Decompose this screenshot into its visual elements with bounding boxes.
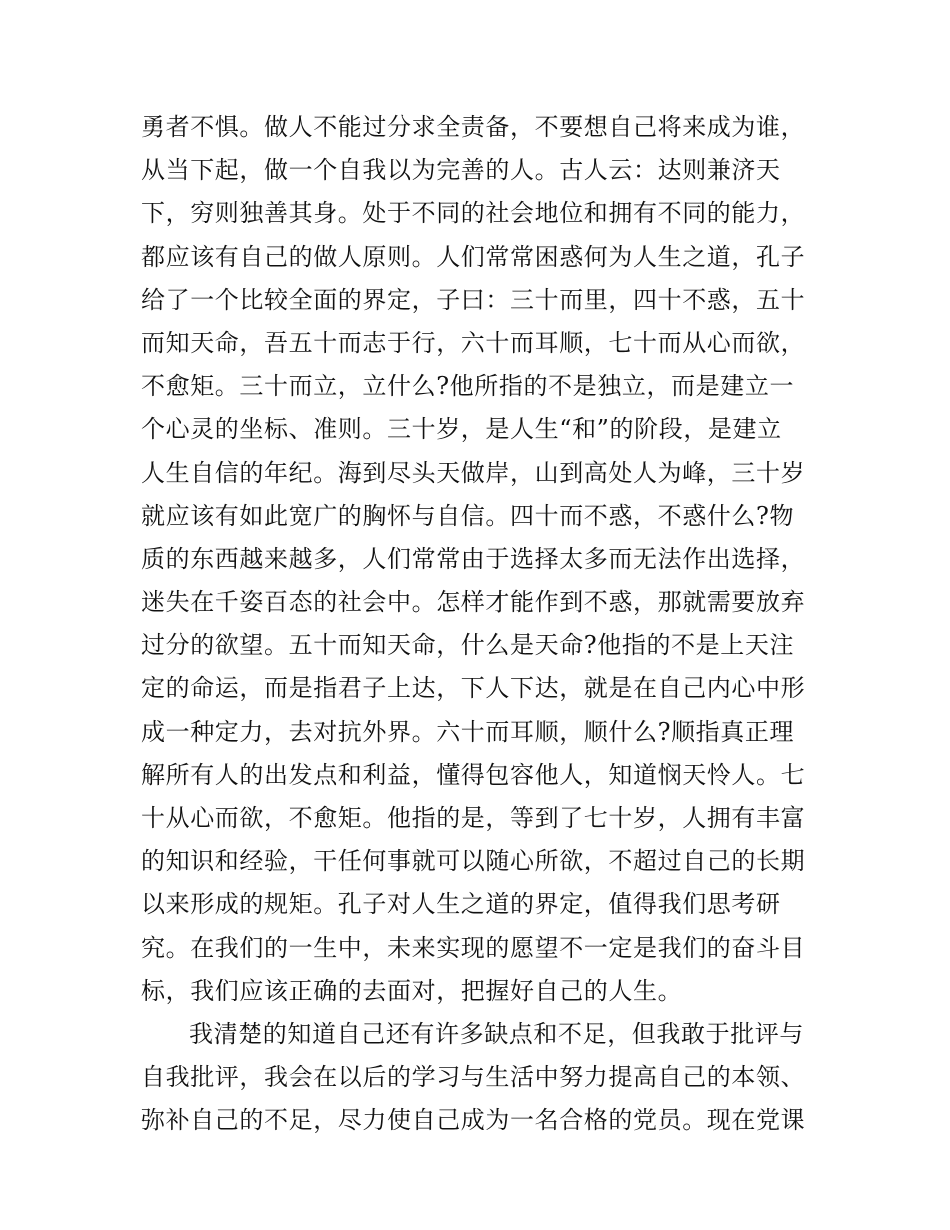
text-line: 就应该有如此宽广的胸怀与自信。四十而不惑，不惑什么?物 [141,501,795,530]
text-line: 十从心而欲，不愈矩。他指的是，等到了七十岁，人拥有丰富 [141,804,806,832]
text-line: 究。在我们的一生中，未来实现的愿望不一定是我们的奋斗目 [141,933,806,962]
text-line: 质的东西越来越多，人们常常由于选择太多而无法作出选择， [141,544,806,573]
paragraph-2 [141,1013,813,1143]
text-line: 以来形成的规矩。孔子对人生之道的界定，值得我们思考研 [141,890,781,919]
text-line: 自我批评，我会在以后的学习与生活中努力提高自己的本领、 [141,1063,806,1092]
text-line: 弥补自己的不足，尽力使自己成为一名合格的党员。现在党课 [141,1106,806,1135]
text-line: 人生自信的年纪。海到尽头天做岸，山到高处人为峰，三十岁 [141,458,806,487]
paragraph-1 [141,106,813,1013]
text-line: 解所有人的出发点和利益，懂得包容他人，知道悯天怜人。七 [141,760,806,789]
text-line: 迷失在千姿百态的社会中。怎样才能作到不惑，那就需要放弃 [141,588,806,617]
text-line: 成一种定力，去对抗外界。六十而耳顺，顺什么?顺指真正理 [141,717,795,746]
document-body [141,106,813,1143]
text-line: 不愈矩。三十而立，立什么?他所指的不是独立，而是建立一 [141,372,795,401]
text-line: 从当下起，做一个自我以为完善的人。古人云：达则兼济天 [141,156,781,185]
text-line: 下，穷则独善其身。处于不同的社会地位和拥有不同的能力， [141,199,806,228]
text-line: 个心灵的坐标、准则。三十岁，是人生“和”的阶段，是建立 [141,415,782,444]
text-line: 定的命运，而是指君子上达，下人下达，就是在自己内心中形 [141,674,806,703]
text-line: 而知天命，吾五十而志于行，六十而耳顺，七十而从心而欲， [141,328,806,357]
text-line: 勇者不惧。做人不能过分求全责备，不要想自己将来成为谁， [141,113,806,141]
text-line: 的知识和经验，干任何事就可以随心所欲，不超过自己的长期 [141,847,806,876]
text-line: 过分的欲望。五十而知天命，什么是天命?他指的不是上天注 [141,631,795,660]
text-line: 标，我们应该正确的去面对，把握好自己的人生。 [141,976,683,1005]
text-line: 都应该有自己的做人原则。人们常常困惑何为人生之道，孔子 [141,242,806,271]
text-line: 我清楚的知道自己还有许多缺点和不足，但我敢于批评与 [189,1019,804,1048]
text-line: 给了一个比较全面的界定，子曰：三十而里，四十不惑，五十 [141,285,806,314]
